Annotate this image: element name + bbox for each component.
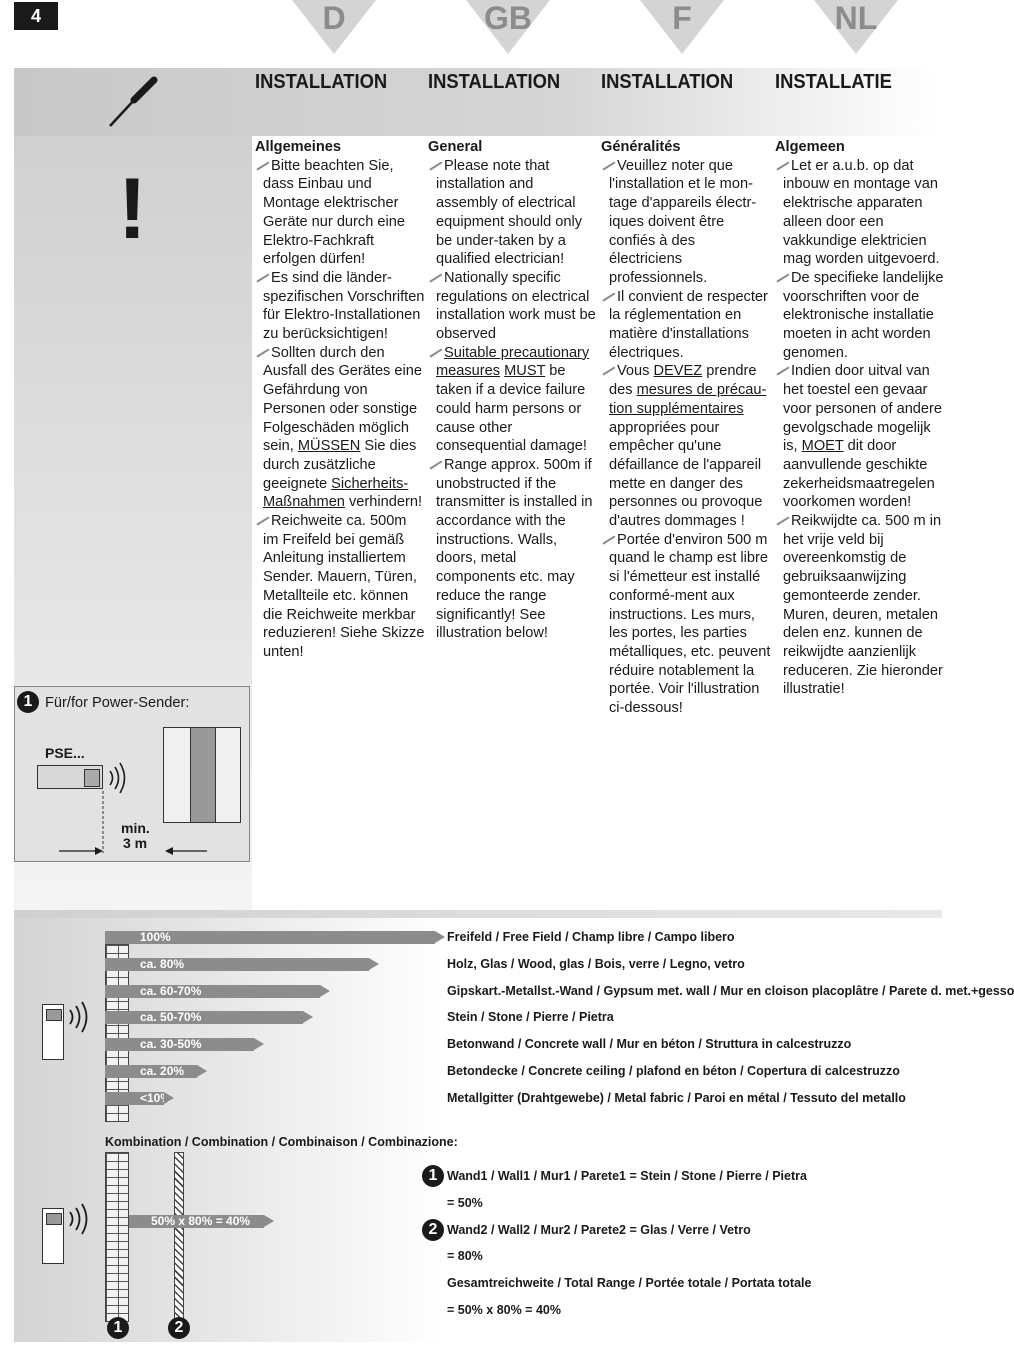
- paragraph: De specifieke landelijke voorschriften voor de elektronische installatie moeten in acht worden genomen.: [775, 269, 945, 363]
- pencil-icon: [601, 534, 617, 545]
- header-gb: INSTALLATION: [428, 71, 561, 93]
- combination-bar: 50% x 80% = 40%: [129, 1215, 264, 1228]
- signal-waves-icon: [67, 1202, 93, 1236]
- pencil-icon: [601, 291, 617, 302]
- pencil-icon: [775, 515, 791, 526]
- pencil-icon: [775, 272, 791, 283]
- range-bar: ca. 30-50%: [105, 1038, 254, 1051]
- paragraph: Range approx. 500m if unobstructed if the transmitter is installed in accordance with the instructions. Walls, doors, metal components etc. may reduce the range significantly! See illustration below!: [428, 456, 598, 643]
- header-de: INSTALLATION: [255, 71, 388, 93]
- column-fr: [601, 138, 771, 718]
- transmitter-device: [37, 765, 103, 789]
- material-label: Metallgitter (Drahtgewebe) / Metal fabric / Paroi en métal / Tessuto del metallo: [447, 1091, 906, 1105]
- range-bar: ca. 80%: [105, 958, 369, 971]
- wall-panel: [163, 727, 241, 823]
- pencil-icon: [601, 365, 617, 376]
- combination-title: Kombination / Combination / Combinaison / Combinazione:: [105, 1135, 458, 1149]
- wall-2-badge: 2: [168, 1317, 190, 1339]
- paragraph: Reichweite ca. 500m im Freifeld bei gemäß Anleitung installiertem Sender. Mauern, Türen, Metallteile etc. können die Reichweite merkbar reduzieren! Siehe Skizze unten!: [255, 512, 425, 662]
- paragraph: Indien door uitval van het toestel een gevaar voor personen of andere gevolgschade mogelijk is, MOET dit door aanvullende geschikte zekerheidsmaatregelen voorkomen worden!: [775, 362, 945, 512]
- material-label: Betondecke / Concrete ceiling / plafond en béton / Copertura di calcestruzzo: [447, 1064, 900, 1078]
- paragraph: Veuillez noter que l'installation et le mon-tage d'appareils électr-iques doivent être confiés à des électriciens professionnels.: [601, 157, 771, 288]
- pencil-icon: [255, 160, 271, 171]
- paragraph: Reikwijdte ca. 500 m in het vrije veld bij overeenkomstig de gebruiksaanwijzing gemonteerde zender. Muren, deuren, metalen delen enz. kunnen de reikwijdte aanzienlijk reduceren. Zie hieronder illustratie!: [775, 512, 945, 699]
- column-title: Généralités: [601, 139, 681, 155]
- paragraph: Vous DEVEZ prendre des mesures de précau-tion supplémentaires appropriées pour empêcher qu'une défaillance de l'appareil mette en danger des personnes ou provoque d'autres dommages !: [601, 362, 771, 530]
- power-sender-title: Für/for Power-Sender:: [45, 695, 190, 711]
- paragraph: Es sind die länder-spezifischen Vorschriften für Elektro-Installationen zu berücksichtigen!: [255, 269, 425, 344]
- column-title: Algemeen: [775, 139, 845, 155]
- material-label: Stein / Stone / Pierre / Pietra: [447, 1010, 614, 1024]
- wall-1-badge: 1: [107, 1317, 129, 1339]
- signal-waves-icon: [107, 761, 131, 795]
- chart-background: [14, 918, 444, 1342]
- material-label: Freifeld / Free Field / Champ libre / Campo libero: [447, 930, 735, 944]
- material-label: Gipskart.-Metallst.-Wand / Gypsum met. wall / Mur en cloison placoplâtre / Parete d. met.+gesso: [447, 984, 1014, 998]
- wall-1-value: = 50%: [447, 1196, 483, 1210]
- paragraph: Suitable precautionary measures MUST be taken if a device failure could harm persons or cause other consequential damage!: [428, 344, 598, 456]
- power-sender-box: [14, 686, 250, 862]
- pencil-icon: [428, 459, 444, 470]
- pencil-icon: [775, 160, 791, 171]
- paragraph: Please note that installation and assembly of electrical equipment should only be under-taken by a qualified electrician!: [428, 157, 598, 269]
- header-nl: INSTALLATIE: [775, 71, 892, 93]
- paragraph: Il convient de respecter la réglementation en matière d'installations électriques.: [601, 288, 771, 363]
- paragraph: Let er a.u.b. op dat inbouw en montage van elektrische apparaten alleen door een vakkundige elektricien mag worden uitgevoerd.: [775, 157, 945, 269]
- column-title: Allgemeines: [255, 139, 341, 155]
- column-gb: [428, 138, 598, 643]
- pencil-icon: [428, 160, 444, 171]
- range-bar: ca. 60-70%: [105, 985, 320, 998]
- material-label: Betonwand / Concrete wall / Mur en béton / Struttura in calcestruzzo: [447, 1037, 852, 1051]
- screwdriver-icon: [102, 74, 162, 134]
- pencil-icon: [428, 272, 444, 283]
- column-title: General: [428, 139, 483, 155]
- paragraph: Portée d'environ 500 m quand le champ est libre si l'émetteur est installé conformé-ment aux instructions. Les murs, les portes, les parties métalliques, etc. peuvent réduire notablement la portée. Voir l'illustration ci-dessous!: [601, 531, 771, 718]
- paragraph: Bitte beachten Sie, dass Einbau und Montage elektrischer Geräte nur durch eine Elektro-Fachkraft erfolgen dürfen!: [255, 157, 425, 269]
- column-de: [255, 138, 425, 662]
- language-code-de: D: [322, 0, 346, 36]
- pencil-icon: [255, 347, 271, 358]
- device-label: PSE...: [45, 745, 85, 761]
- wall-2-description: Wand2 / Wall2 / Mur2 / Parete2 = Glas / Verre / Vetro: [447, 1223, 751, 1237]
- wall-2-value: = 80%: [447, 1249, 483, 1263]
- material-label: Holz, Glas / Wood, glas / Bois, verre / Legno, vetro: [447, 957, 745, 971]
- signal-waves-icon: [67, 1000, 93, 1034]
- header-fr: INSTALLATION: [601, 71, 734, 93]
- range-bar: 100%: [105, 931, 435, 944]
- column-nl: [775, 138, 945, 699]
- transmitter-device: [42, 1208, 64, 1264]
- paragraph: Nationally specific regulations on electrical installation work must be observed: [428, 269, 598, 344]
- total-range-description: Gesamtreichweite / Total Range / Portée totale / Portata totale: [447, 1276, 812, 1290]
- wall-2-legend-badge: 2: [422, 1219, 444, 1241]
- page-number: 4: [14, 2, 58, 30]
- brick-wall-1: [105, 1152, 129, 1322]
- pencil-icon: [428, 347, 444, 358]
- paragraph: Sollten durch den Ausfall des Gerätes eine Gefährdung von Personen oder sonstige Folgeschäden möglich sein, MÜSSEN Sie dies durch zusätzliche geeignete Sicherheits-Maßnahmen verhindern!: [255, 344, 425, 512]
- section-divider: [14, 910, 942, 918]
- pencil-icon: [775, 365, 791, 376]
- range-bar: <10%: [105, 1092, 164, 1105]
- pencil-icon: [255, 272, 271, 283]
- language-code-fr: F: [672, 0, 692, 36]
- range-bar: ca. 20%: [105, 1065, 197, 1078]
- pencil-icon: [601, 160, 617, 171]
- distance-label: min. 3 m: [121, 820, 150, 851]
- glass-wall-2: [174, 1152, 184, 1322]
- badge-one: 1: [17, 691, 39, 713]
- language-code-gb: GB: [484, 0, 532, 36]
- wall-1-legend-badge: 1: [422, 1165, 444, 1187]
- warning-symbol: !: [118, 161, 147, 257]
- pencil-icon: [255, 515, 271, 526]
- language-code-nl: NL: [834, 0, 878, 36]
- total-range-value: = 50% x 80% = 40%: [447, 1303, 561, 1317]
- wall-1-description: Wand1 / Wall1 / Mur1 / Parete1 = Stein / Stone / Pierre / Pietra: [447, 1169, 807, 1183]
- range-bar: ca. 50-70%: [105, 1011, 303, 1024]
- transmitter-device: [42, 1004, 64, 1060]
